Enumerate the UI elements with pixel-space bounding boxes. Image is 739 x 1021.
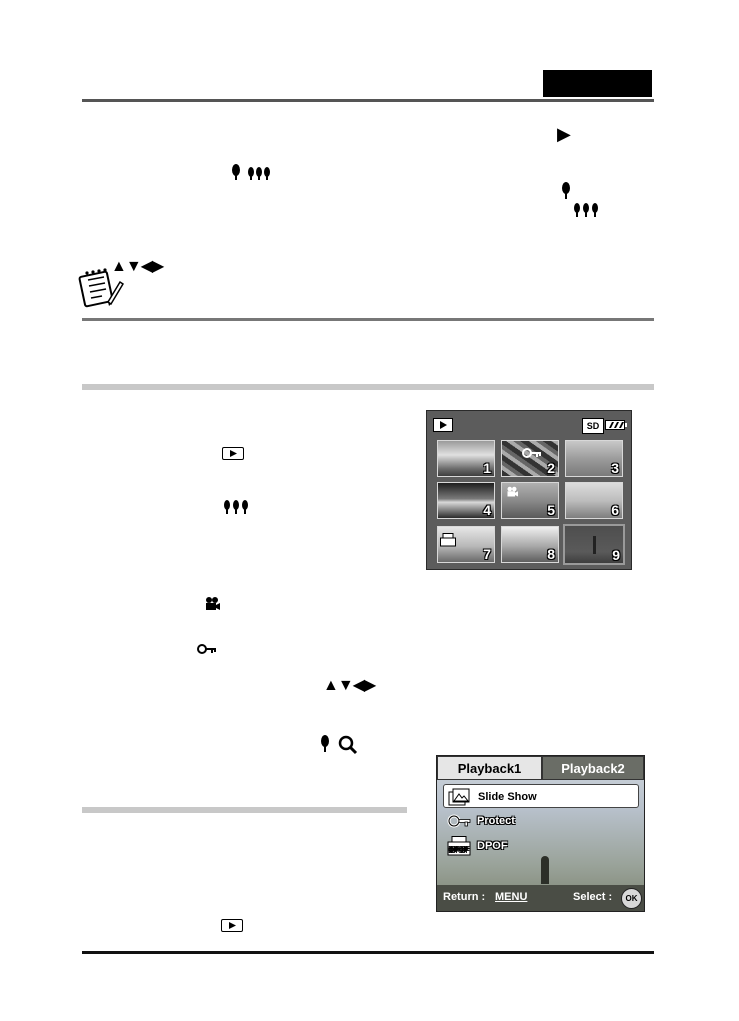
menu-item-label: Protect <box>477 815 515 827</box>
key-icon <box>447 811 471 831</box>
thumbnail-display-screen <box>426 410 632 570</box>
print-icon <box>440 533 456 547</box>
menu-footer <box>437 885 644 911</box>
menu-item-label: DPOF <box>477 840 508 852</box>
ok-button-icon[interactable]: OK <box>621 888 642 909</box>
note-rule <box>82 318 654 321</box>
thumbnail-1[interactable]: 1 <box>437 440 495 477</box>
tab-playback2[interactable]: Playback2 <box>542 756 644 780</box>
play-arrow-glyph: ▶ <box>557 124 571 144</box>
thumbnail-6[interactable]: 6 <box>565 482 623 519</box>
dpof-icon <box>447 836 471 856</box>
playback-button-icon <box>221 919 243 932</box>
playback-menu-screen <box>436 755 645 912</box>
zoom-tree-icon <box>320 735 330 753</box>
section-rule <box>82 384 654 390</box>
protect-key-icon <box>522 447 542 459</box>
thumbnail-2[interactable]: 2 <box>501 440 559 477</box>
thumbnail-3[interactable]: 3 <box>565 440 623 477</box>
slideshow-icon <box>448 787 472 807</box>
footer-rule <box>82 951 654 954</box>
subsection-rule <box>82 807 407 813</box>
menu-item-slide-show[interactable] <box>443 784 639 808</box>
thumbnail-9-selected[interactable]: 9 <box>563 524 625 565</box>
protect-key-icon <box>197 643 217 655</box>
menu-key[interactable]: MENU <box>495 891 528 903</box>
menu-tabs <box>437 756 644 780</box>
movie-camera-icon <box>506 486 518 498</box>
battery-icon <box>605 420 627 430</box>
thumbnail-8[interactable]: 8 <box>501 526 559 563</box>
tab-playback1[interactable]: Playback1 <box>437 756 542 780</box>
zoom-wide-icon <box>231 164 273 182</box>
playback-button-icon <box>222 447 244 460</box>
thumbnail-trees-icon <box>223 499 249 515</box>
movie-camera-icon <box>204 596 220 612</box>
menu-background-tree <box>541 856 549 884</box>
note-nav-arrows: ▲▼◀▶ <box>111 258 164 275</box>
menu-item-protect[interactable] <box>443 809 639 833</box>
header-language-tab <box>543 70 652 97</box>
thumbnail-5[interactable]: 5 <box>501 482 559 519</box>
section-nav-arrows: ▲▼◀▶ <box>323 677 376 694</box>
menu-item-label: Slide Show <box>478 791 537 803</box>
thumbnail-4[interactable]: 4 <box>437 482 495 519</box>
return-label: Return : <box>443 891 486 903</box>
header-rule <box>82 99 654 102</box>
select-label: Select : <box>573 891 613 903</box>
menu-item-dpof[interactable] <box>443 834 639 858</box>
thumbnail-7[interactable]: 7 <box>437 526 495 563</box>
tree-silhouette <box>593 536 596 554</box>
playback-mode-icon <box>433 418 453 432</box>
magnifier-icon <box>338 735 358 755</box>
svg-text:DPOF: DPOF <box>449 847 469 854</box>
tele-tree-icon <box>561 182 571 200</box>
sd-card-icon: SD <box>582 418 604 434</box>
wide-trees-icon <box>573 202 599 218</box>
